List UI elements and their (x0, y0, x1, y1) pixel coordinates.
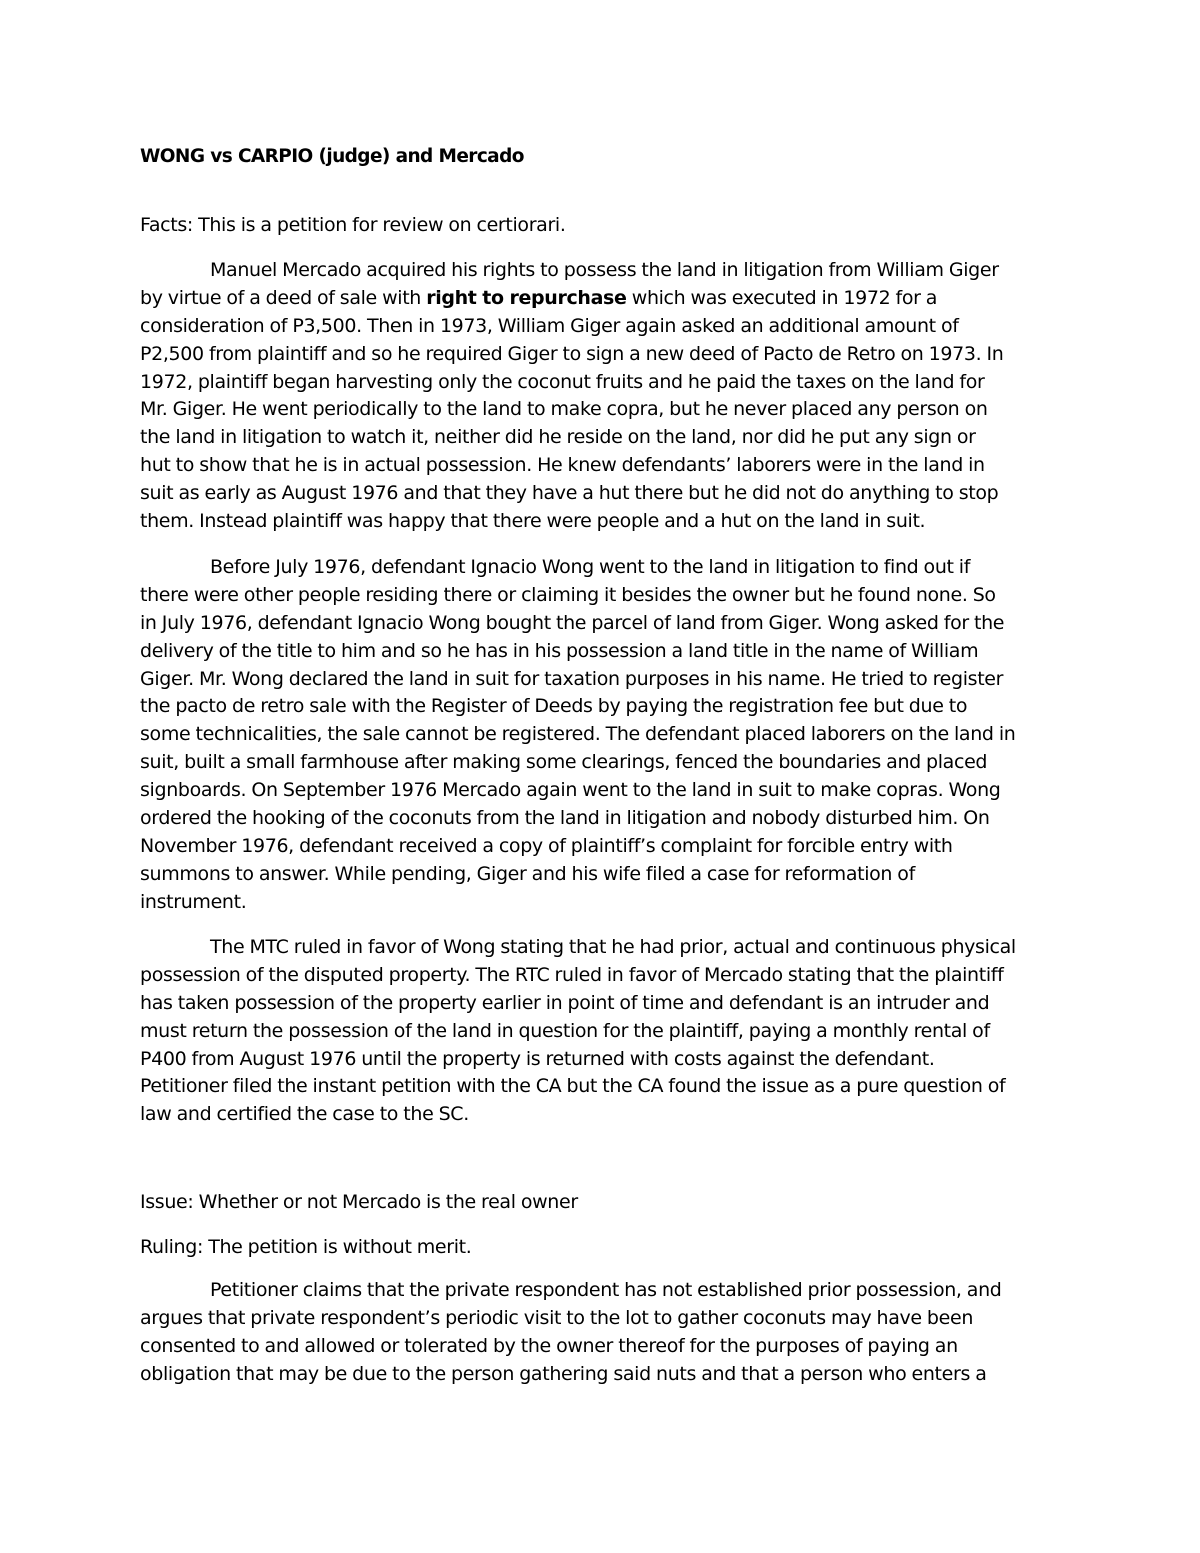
paragraph-line: obligation that may be due to the person gathering said nuts and that a person who enters a (140, 1362, 987, 1385)
paragraph-line: suit, built a small farmhouse after making some clearings, fenced the boundaries and placed (140, 751, 988, 774)
paragraph-line: signboards. On September 1976 Mercado again went to the land in suit to make copras. Wong (140, 779, 1001, 802)
paragraph-line: Before July 1976, defendant Ignacio Wong went to the land in litigation to find out if (210, 556, 971, 578)
paragraph-line: Giger. Mr. Wong declared the land in suit for taxation purposes in his name. He tried to register (140, 667, 1004, 690)
paragraph-line: Mr. Giger. He went periodically to the land to make copra, but he never placed any person on (140, 398, 988, 421)
paragraph-line: hut to show that he is in actual possession. He knew defendants’ laborers were in the land in (140, 454, 985, 477)
facts-line (140, 212, 1060, 240)
ruling-line (140, 1234, 1060, 1262)
paragraph-line: in July 1976, defendant Ignacio Wong bought the parcel of land from Giger. Wong asked for the (140, 611, 1005, 634)
paragraph-line: consideration of P3,500. Then in 1973, William Giger again asked an additional amount of (140, 314, 959, 337)
paragraph-line: has taken possession of the property earlier in point of time and defendant is an intruder and (140, 991, 990, 1014)
paragraph-line: them. Instead plaintiff was happy that there were people and a hut on the land in suit. (140, 510, 926, 533)
paragraph-line: The MTC ruled in favor of Wong stating that he had prior, actual and continuous physical (210, 936, 1016, 958)
paragraph-1 (140, 257, 1060, 536)
paragraph-line (140, 285, 1060, 313)
paragraph-line: law and certified the case to the SC. (140, 1103, 469, 1126)
paragraph-line: suit as early as August 1976 and that they have a hut there but he did not do anything to stop (140, 482, 999, 505)
paragraph-line: November 1976, defendant received a copy of plaintiff’s complaint for forcible entry with (140, 834, 953, 857)
paragraph-line: the pacto de retro sale with the Register of Deeds by paying the registration fee but due to (140, 695, 968, 718)
paragraph-line: possession of the disputed property. The RTC ruled in favor of Mercado stating that the plaintiff (140, 963, 1004, 986)
ruling-text: Ruling: The petition is without merit. (140, 1236, 472, 1258)
paragraph-line: some technicalities, the sale cannot be registered. The defendant placed laborers on the land in (140, 723, 1016, 746)
paragraph-line: Petitioner filed the instant petition with the CA but the CA found the issue as a pure question of (140, 1075, 1006, 1098)
text-segment: which was executed in 1972 for a (626, 286, 938, 309)
text-segment: by virtue of a deed of sale with (140, 286, 427, 309)
issue-line (140, 1189, 1060, 1217)
paragraph-line: 1972, plaintiff began harvesting only the coconut fruits and he paid the taxes on the land for (140, 370, 985, 393)
paragraph-line: Manuel Mercado acquired his rights to possess the land in litigation from William Giger (210, 259, 999, 281)
paragraph-3 (140, 934, 1060, 1129)
paragraph-line: P400 from August 1976 until the property is returned with costs against the defendant. (140, 1047, 935, 1070)
paragraph-line: instrument. (140, 890, 247, 913)
paragraph-line: ordered the hooking of the coconuts from the land in litigation and nobody disturbed him. On (140, 807, 990, 830)
paragraph-2 (140, 554, 1060, 917)
issue-text: Issue: Whether or not Mercado is the real owner (140, 1191, 578, 1213)
paragraph-line: the land in litigation to watch it, neither did he reside on the land, nor did he put any sign or (140, 426, 976, 449)
paragraph-4 (140, 1277, 1060, 1389)
paragraph-line: summons to answer. While pending, Giger and his wife filed a case for reformation of (140, 862, 915, 885)
paragraph-line: delivery of the title to him and so he has in his possession a land title in the name of William (140, 639, 979, 662)
paragraph-line: there were other people residing there or claiming it besides the owner but he found none. So (140, 583, 996, 606)
paragraph-line: must return the possession of the land in question for the plaintiff, paying a monthly rental of (140, 1019, 990, 1042)
paragraph-line: argues that private respondent’s periodic visit to the lot to gather coconuts may have been (140, 1306, 974, 1329)
bold-phrase: right to repurchase (426, 286, 627, 309)
paragraph-line: consented to and allowed or tolerated by the owner thereof for the purposes of paying an (140, 1334, 958, 1357)
paragraph-line: P2,500 from plaintiff and so he required Giger to sign a new deed of Pacto de Retro on 1973. In (140, 342, 1004, 365)
document-title: WONG vs CARPIO (judge) and Mercado (140, 146, 524, 167)
paragraph-line: Petitioner claims that the private respondent has not established prior possession, and (210, 1279, 1002, 1301)
facts-text: Facts: This is a petition for review on certiorari. (140, 214, 566, 236)
